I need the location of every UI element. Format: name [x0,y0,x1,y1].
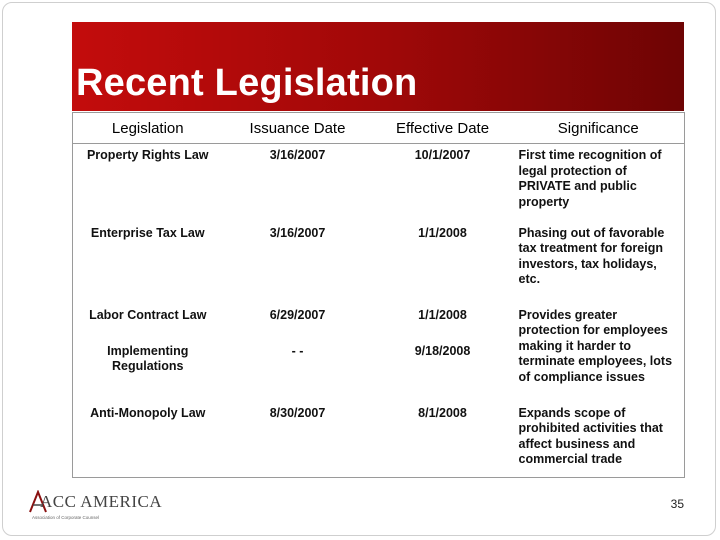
table-header-row [73,113,685,144]
legislation-cell: Enterprise Tax Law [90,225,205,240]
issuance-cell [223,304,373,402]
header-significance: Significance [513,113,685,144]
significance-cell: Provides greater protection for employees making it harder to terminate employees, lots of compliance issues [518,307,673,384]
significance-cell: Phasing out of favorable tax treatment for foreign investors, tax holidays, etc. [518,225,665,286]
table-row [73,402,685,478]
significance-cell: Expands scope of prohibited activities that affect business and commercial trade [518,405,663,466]
title-bar [72,22,684,111]
issuance-cell: 3/16/2007 [269,148,326,162]
legislation-sub: Implementing Regulations [107,343,189,373]
effective-cell [373,304,513,402]
effective-main: 1/1/2008 [418,307,467,322]
effective-cell: 8/1/2008 [418,405,467,420]
table-row [73,304,685,402]
issuance-main: 6/29/2007 [269,307,326,322]
issuance-cell: 3/16/2007 [269,225,326,240]
issuance-cell: 8/30/2007 [269,405,326,420]
page-number: 35 [670,497,684,511]
logo-text: ACC AMERICA [40,492,163,511]
legislation-main: Labor Contract Law [89,307,207,322]
issuance-sub: - - [291,343,304,358]
table-row [73,144,685,222]
header-legislation: Legislation [73,113,223,144]
significance-cell: First time recognition of legal protection of PRIVATE and public property [518,148,662,209]
effective-cell: 10/1/2007 [414,148,471,162]
acc-america-logo [26,486,163,526]
legislation-cell: Property Rights Law [86,148,209,162]
effective-cell: 1/1/2008 [418,225,467,240]
table-row [73,222,685,304]
legislation-table [72,112,685,478]
logo-subtext: Association of Corporate Counsel [32,515,100,520]
page-title: Recent Legislation [76,62,418,104]
effective-sub: 9/18/2008 [414,343,471,358]
legislation-cell [73,304,223,402]
header-issuance-date: Issuance Date [223,113,373,144]
legislation-cell: Anti-Monopoly Law [90,405,206,420]
header-effective-date: Effective Date [373,113,513,144]
